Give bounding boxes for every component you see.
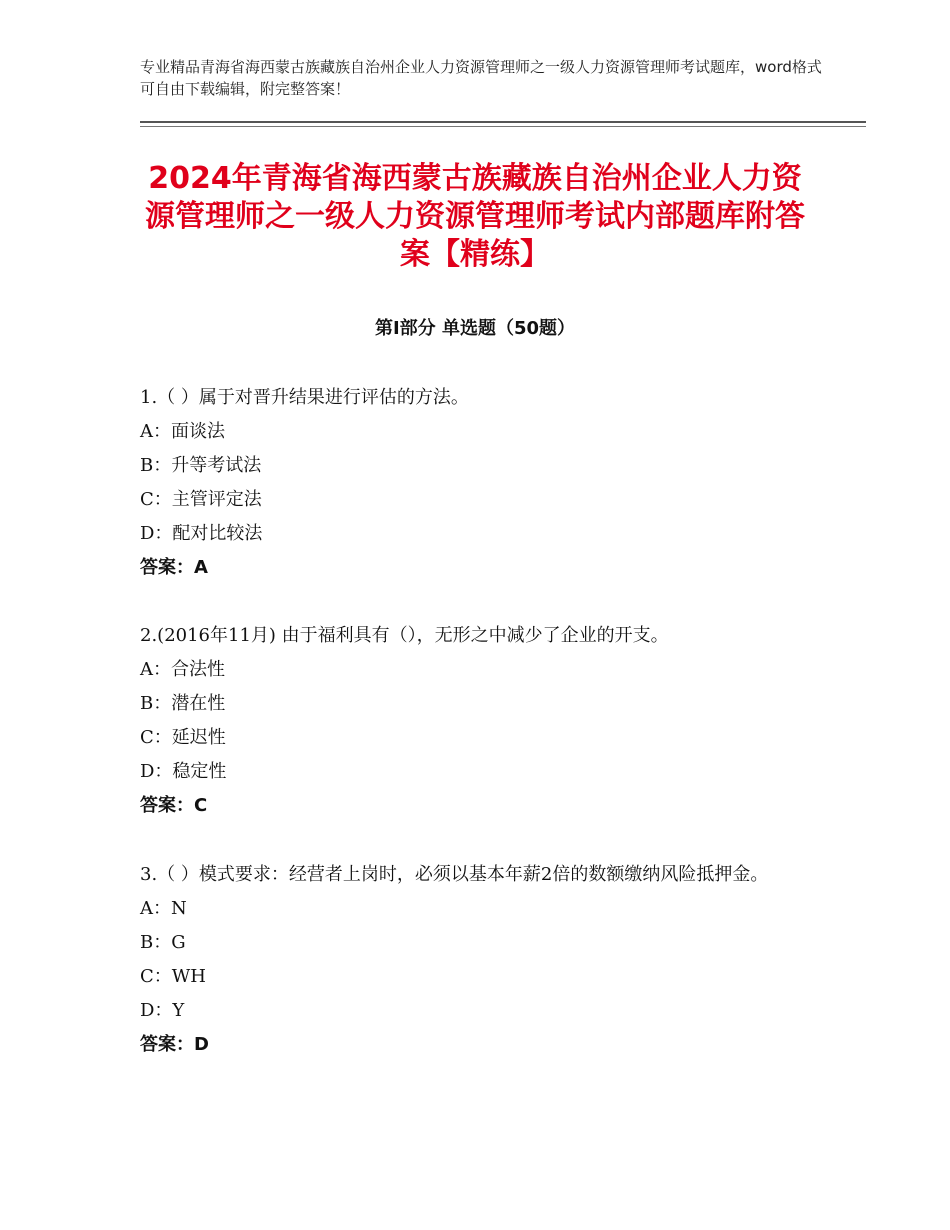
question-3 bbox=[140, 858, 820, 1062]
option-b: B：G bbox=[140, 932, 186, 953]
question-1 bbox=[140, 381, 820, 585]
option-a: A：面谈法 bbox=[140, 421, 225, 442]
option-d: D：Y bbox=[140, 1000, 185, 1021]
question-stem: 3.（ ）模式要求：经营者上岗时，必须以基本年薪2倍的数额缴纳风险抵押金。 bbox=[140, 864, 769, 885]
option-a: A：合法性 bbox=[140, 659, 225, 680]
answer: 答案：A bbox=[140, 557, 208, 578]
header-note: 专业精品青海省海西蒙古族藏族自治州企业人力资源管理师之一级人力资源管理师考试题库，word格式可自由下载编辑，附完整答案！ bbox=[140, 58, 822, 98]
option-c: C：延迟性 bbox=[140, 727, 226, 748]
option-d: D：配对比较法 bbox=[140, 523, 263, 544]
section-heading: 第Ⅰ部分 单选题（50题） bbox=[374, 318, 575, 339]
option-c: C：WH bbox=[140, 966, 206, 987]
header-divider-thick bbox=[140, 121, 866, 123]
option-b: B：潜在性 bbox=[140, 693, 226, 714]
option-b: B：升等考试法 bbox=[140, 455, 262, 476]
option-a: A：N bbox=[140, 898, 187, 919]
document-title: 2024年青海省海西蒙古族藏族自治州企业人力资源管理师之一级人力资源管理师考试内部题库附答案【精练】 bbox=[145, 161, 805, 272]
header-divider-thin bbox=[140, 126, 866, 127]
question-2 bbox=[140, 619, 820, 823]
question-stem: 1.（ ）属于对晋升结果进行评估的方法。 bbox=[140, 387, 469, 408]
question-stem: 2.(2016年11月) 由于福利具有（），无形之中减少了企业的开支。 bbox=[140, 625, 669, 646]
answer: 答案：D bbox=[140, 1034, 209, 1055]
answer: 答案：C bbox=[140, 795, 208, 816]
option-d: D：稳定性 bbox=[140, 761, 227, 782]
option-c: C：主管评定法 bbox=[140, 489, 262, 510]
